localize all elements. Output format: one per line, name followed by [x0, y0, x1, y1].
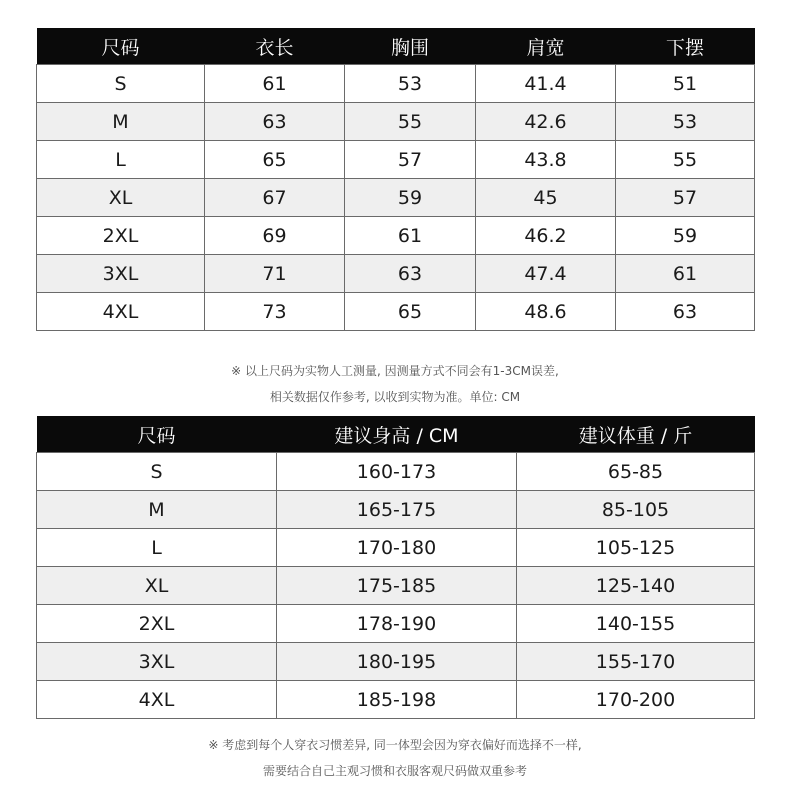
measurement-note — [0, 358, 790, 410]
table-cell: 180-195 — [277, 643, 517, 681]
table-cell: 63 — [345, 255, 476, 293]
header-shoulder: 肩宽 — [476, 28, 616, 65]
table-cell: 43.8 — [476, 141, 616, 179]
table-cell: 65 — [345, 293, 476, 331]
header-weight: 建议体重 / 斤 — [517, 416, 755, 453]
size-measurement-table — [36, 28, 755, 331]
table-cell: 85-105 — [517, 491, 755, 529]
table-cell: 125-140 — [517, 567, 755, 605]
table-cell: 63 — [616, 293, 755, 331]
table-cell: 65-85 — [517, 453, 755, 491]
table-cell: M — [37, 491, 277, 529]
header-length: 衣长 — [205, 28, 345, 65]
table-row — [37, 217, 755, 255]
table-row — [37, 605, 755, 643]
note-line: ※ 以上尺码为实物人工测量, 因测量方式不同会有1-3CM误差, — [231, 364, 559, 378]
table-row — [37, 255, 755, 293]
table-cell: S — [37, 453, 277, 491]
table-row — [37, 453, 755, 491]
table-cell: 170-200 — [517, 681, 755, 719]
table-cell: XL — [37, 179, 205, 217]
table-header-row — [37, 28, 755, 65]
table-cell: 2XL — [37, 217, 205, 255]
table-cell: 59 — [616, 217, 755, 255]
table-cell: 53 — [345, 65, 476, 103]
table-cell: 57 — [616, 179, 755, 217]
size-recommendation-table — [36, 416, 755, 719]
table-cell: 61 — [205, 65, 345, 103]
table-cell: 51 — [616, 65, 755, 103]
table-cell: 4XL — [37, 293, 205, 331]
table-cell: 59 — [345, 179, 476, 217]
table-row — [37, 529, 755, 567]
table-cell: 61 — [616, 255, 755, 293]
fit-advice-note — [0, 732, 790, 784]
table-cell: 57 — [345, 141, 476, 179]
table-cell: 3XL — [37, 255, 205, 293]
table-row — [37, 567, 755, 605]
note-line: 相关数据仅作参考, 以收到实物为准。单位: CM — [269, 390, 521, 404]
table-cell: 41.4 — [476, 65, 616, 103]
table-row — [37, 103, 755, 141]
table-header-row — [37, 416, 755, 453]
table-cell: M — [37, 103, 205, 141]
table-cell: 48.6 — [476, 293, 616, 331]
table-cell: XL — [37, 567, 277, 605]
header-size: 尺码 — [37, 416, 277, 453]
table-cell: 160-173 — [277, 453, 517, 491]
table-cell: 105-125 — [517, 529, 755, 567]
table-cell: 53 — [616, 103, 755, 141]
table-cell: 71 — [205, 255, 345, 293]
table-cell: 165-175 — [277, 491, 517, 529]
table-cell: 4XL — [37, 681, 277, 719]
table-cell: 47.4 — [476, 255, 616, 293]
header-height: 建议身高 / CM — [277, 416, 517, 453]
table-cell: 55 — [616, 141, 755, 179]
table-cell: L — [37, 529, 277, 567]
table-row — [37, 491, 755, 529]
header-chest: 胸围 — [345, 28, 476, 65]
header-size: 尺码 — [37, 28, 205, 65]
table-row — [37, 293, 755, 331]
table-row — [37, 179, 755, 217]
table-row — [37, 141, 755, 179]
table-cell: 67 — [205, 179, 345, 217]
header-hem: 下摆 — [616, 28, 755, 65]
table-cell: 178-190 — [277, 605, 517, 643]
table-cell: 170-180 — [277, 529, 517, 567]
table-cell: 69 — [205, 217, 345, 255]
note-line: ※ 考虑到每个人穿衣习惯差异, 同一体型会因为穿衣偏好而选择不一样, — [208, 738, 582, 752]
table-cell: 63 — [205, 103, 345, 141]
table-cell: 155-170 — [517, 643, 755, 681]
table-cell: 2XL — [37, 605, 277, 643]
table-row — [37, 65, 755, 103]
table-cell: 140-155 — [517, 605, 755, 643]
table-cell: 73 — [205, 293, 345, 331]
table-cell: 45 — [476, 179, 616, 217]
table-cell: 65 — [205, 141, 345, 179]
table-cell: S — [37, 65, 205, 103]
table-row — [37, 681, 755, 719]
table-cell: 42.6 — [476, 103, 616, 141]
table-row — [37, 643, 755, 681]
table-cell: 55 — [345, 103, 476, 141]
note-line: 需要结合自己主观习惯和衣服客观尺码做双重参考 — [262, 764, 527, 778]
table-cell: 61 — [345, 217, 476, 255]
table-cell: 3XL — [37, 643, 277, 681]
table-cell: 185-198 — [277, 681, 517, 719]
table-cell: 175-185 — [277, 567, 517, 605]
table-cell: L — [37, 141, 205, 179]
table-cell: 46.2 — [476, 217, 616, 255]
